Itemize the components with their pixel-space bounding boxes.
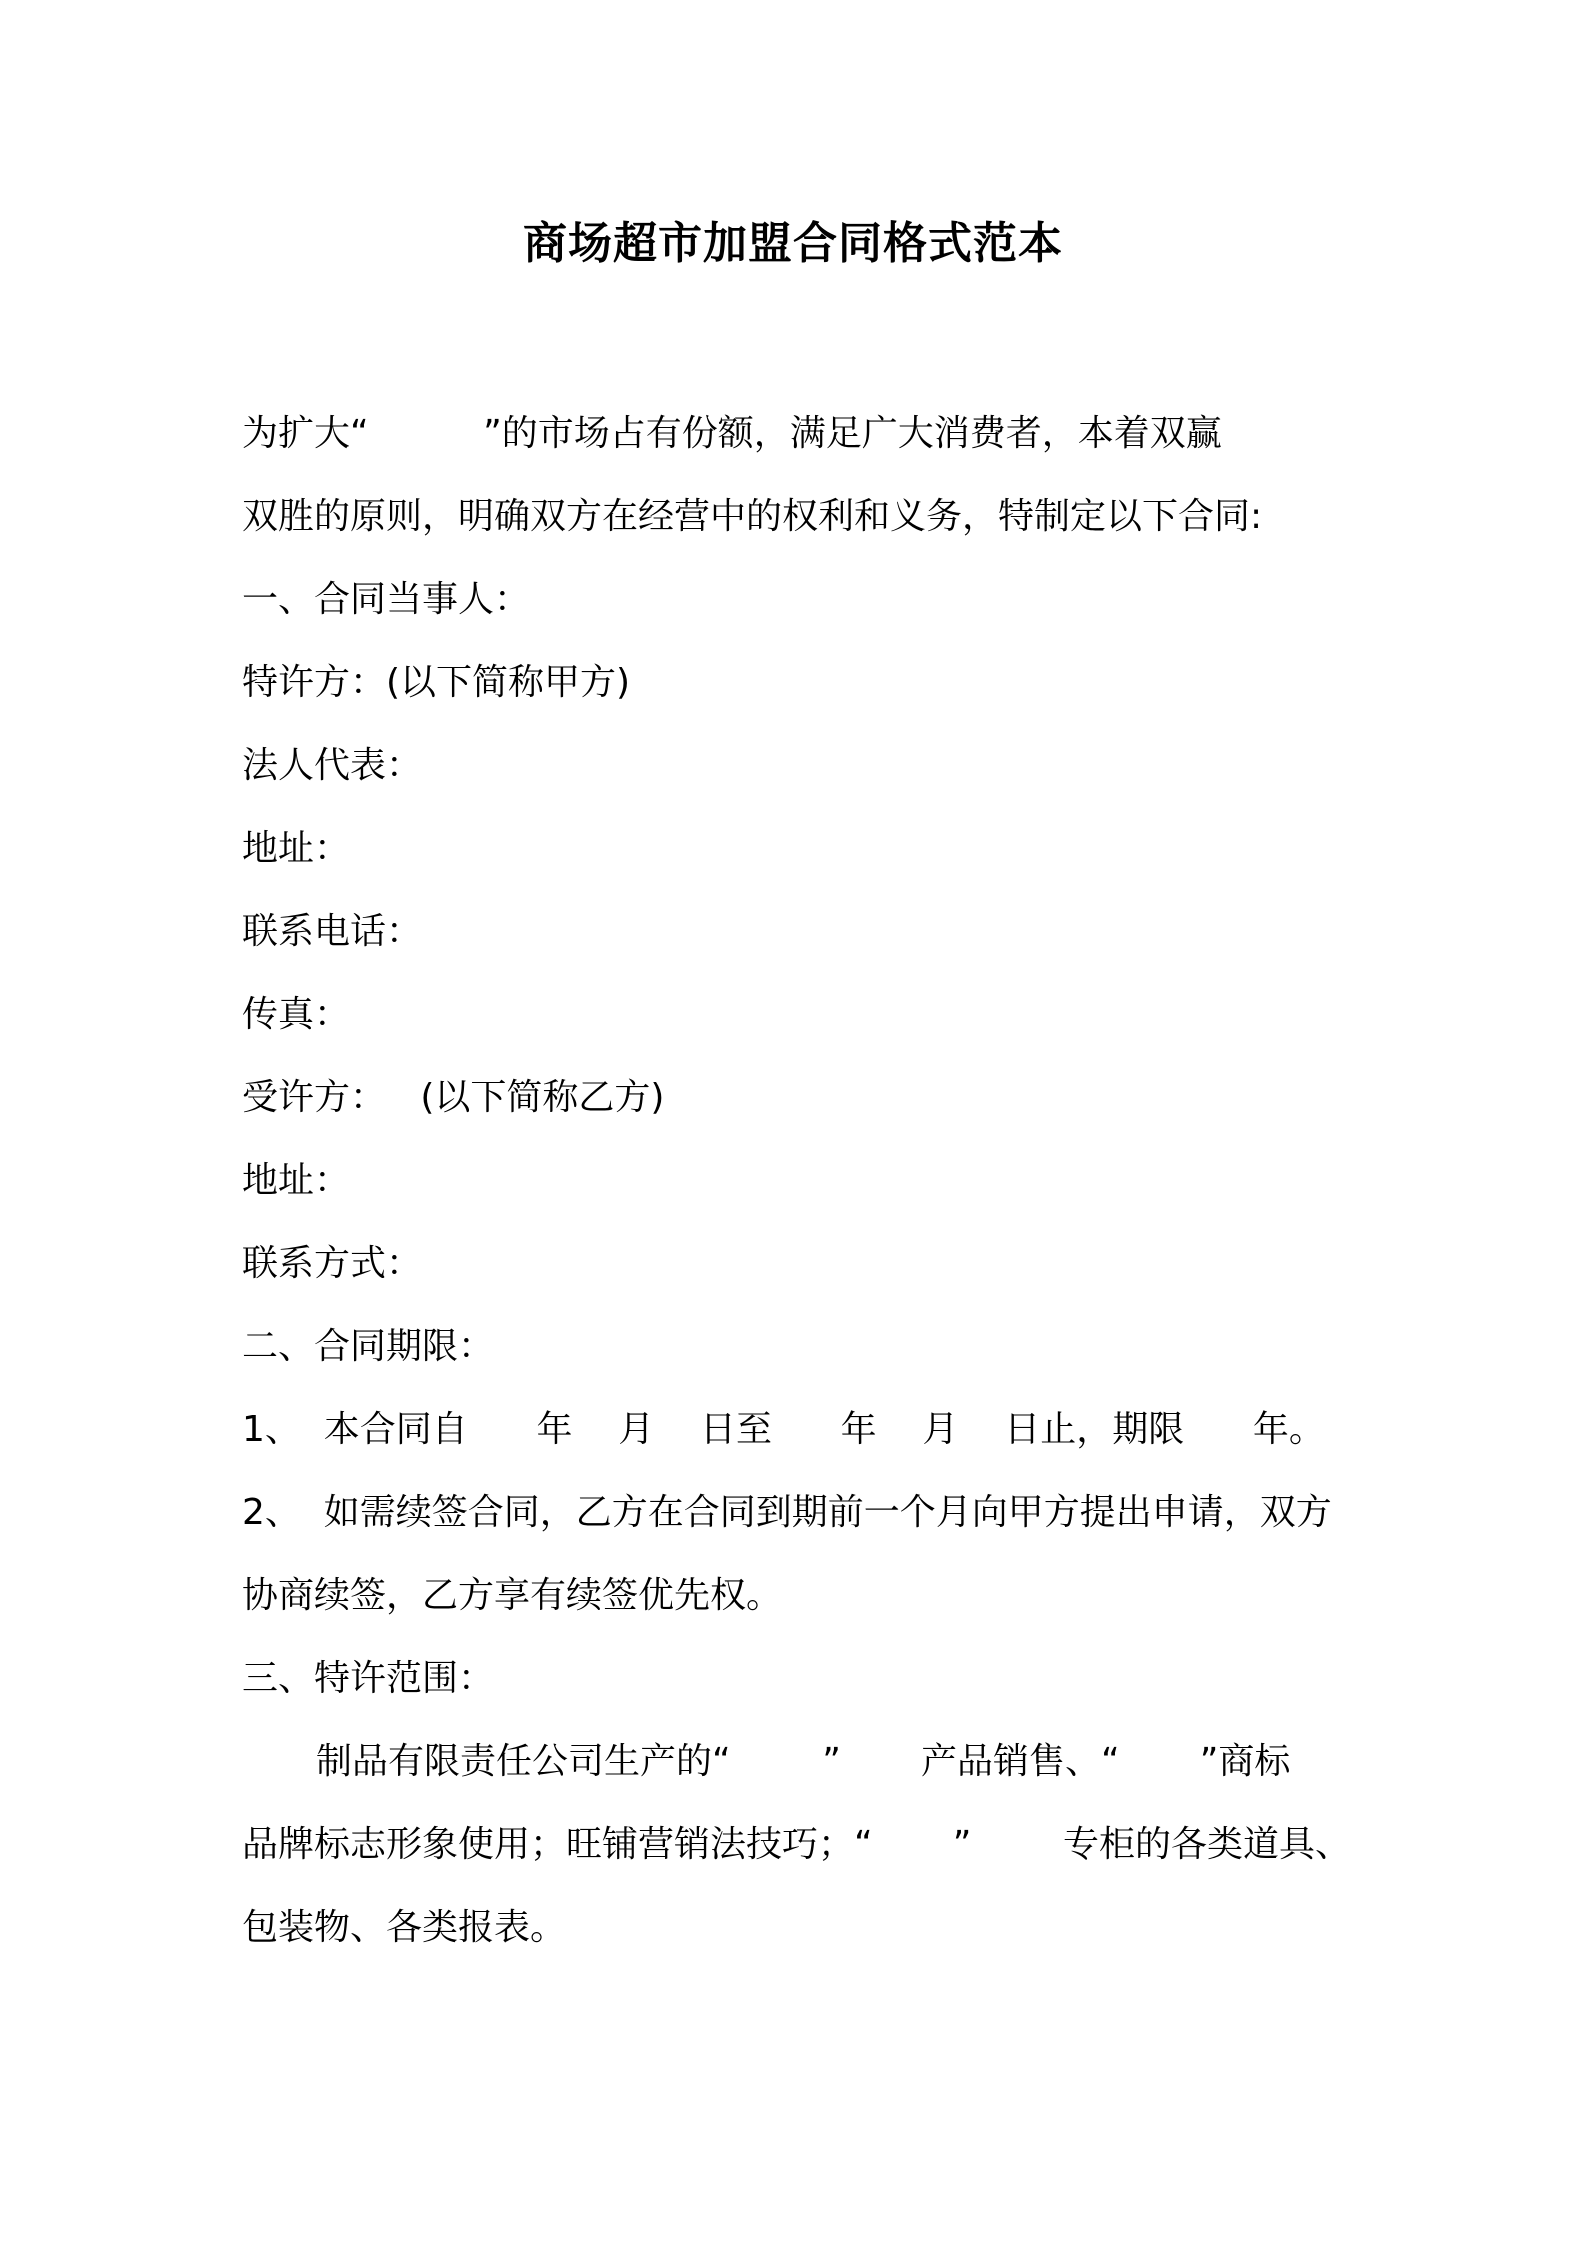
paragraph-line: 双胜的原则，明确双方在经营中的权利和义务，特制定以下合同:: [242, 496, 1263, 537]
paragraph-line: 品牌标志形象使用；旺铺营销法技巧；“ ” 专柜的各类道具、: [242, 1824, 1351, 1865]
section-heading: 二、合同期限：: [242, 1326, 495, 1367]
paragraph-line: 包装物、各类报表。: [242, 1907, 567, 1948]
document-title: 商场超市加盟合同格式范本: [523, 218, 1063, 269]
paragraph-line: 联系电话：: [242, 911, 423, 952]
paragraph-line: 制品有限责任公司生产的“ ” 产品销售、“ ”商标: [316, 1741, 1291, 1782]
paragraph-line: 法人代表：: [242, 745, 423, 786]
paragraph-line: 地址：: [242, 828, 351, 869]
paragraph-line: 2、 如需续签合同，乙方在合同到期前一个月向甲方提出申请，双方: [242, 1492, 1332, 1533]
paragraph-line: 1、 本合同自 年 月 日至 年 月 日止，期限 年。: [242, 1409, 1325, 1450]
paragraph-line: 传真：: [242, 994, 351, 1035]
paragraph-line: 联系方式：: [242, 1243, 423, 1284]
paragraph-line: 为扩大“ ”的市场占有份额，满足广大消费者，本着双赢: [242, 413, 1222, 454]
section-heading: 一、合同当事人：: [242, 579, 531, 620]
paragraph-line: 协商续签，乙方享有续签优先权。: [242, 1575, 783, 1616]
section-heading: 三、特许范围：: [242, 1658, 495, 1699]
paragraph-line: 特许方：(以下简称甲方): [242, 662, 631, 703]
paragraph-line: 地址：: [242, 1160, 351, 1201]
paragraph-line: 受许方： (以下简称乙方): [242, 1077, 665, 1118]
